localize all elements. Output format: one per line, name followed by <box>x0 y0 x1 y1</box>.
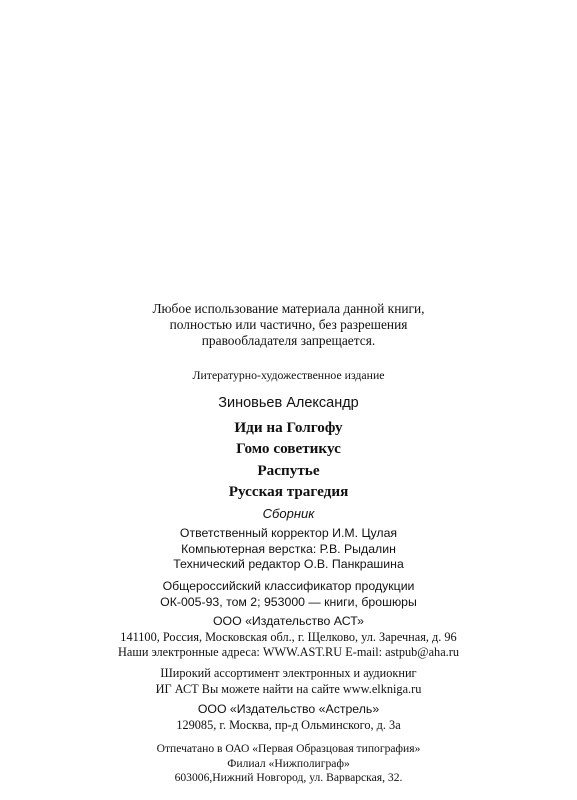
publisher-address: 141100, Россия, Московская обл., г. Щелково, ул. Заречная, д. 96 <box>120 629 457 644</box>
audio-books-line: Широкий ассортимент электронных и аудиокниг <box>160 666 417 680</box>
genre-label <box>0 506 577 522</box>
copyright-line: правообладателя запрещается. <box>201 333 376 348</box>
astrel-address: 129085, г. Москва, пр-д Ольминского, д. 3а <box>176 717 401 732</box>
classifier-block <box>0 579 577 610</box>
genre-text: Сборник <box>262 506 315 521</box>
publisher-contacts: Наши электронные адреса: WWW.AST.RU E-mail: astpub@aha.ru <box>118 645 459 659</box>
printer-branch: Филиал «Нижполиграф» <box>227 756 350 770</box>
publisher-name: ООО «Издательство АСТ» <box>212 614 365 628</box>
astrel-name: ООО «Издательство «Астрель» <box>197 702 380 716</box>
printer-name: Отпечатано в ОАО «Первая Образцовая типография» <box>156 742 421 755</box>
edition-type <box>0 368 577 382</box>
author-name <box>0 394 577 412</box>
copyright-notice <box>0 301 577 349</box>
credit-line: Ответственный корректор И.М. Цулая <box>179 526 398 540</box>
credits-block <box>0 526 577 573</box>
audio-books-line: ИГ АСТ Вы можете найти на сайте www.elkniga.ru <box>155 681 422 696</box>
astrel-block <box>0 702 577 733</box>
edition-type-text: Литературно-художественное издание <box>192 368 385 382</box>
printer-address: 603006,Нижний Новгород, ул. Варварская, 32. <box>174 771 403 784</box>
author-text: Зиновьев Александр <box>218 395 359 411</box>
book-title: Русская трагедия <box>228 482 349 500</box>
book-title: Иди на Голгофу <box>234 419 343 436</box>
copyright-line: полностью или частично, без разрешения <box>169 317 408 332</box>
credit-line: Компьютерная верстка: Р.В. Рыдалин <box>181 541 396 556</box>
classifier-line: Общероссийский классификатор продукции <box>162 579 415 593</box>
titles-list <box>0 417 577 502</box>
book-title: Распутье <box>257 461 320 479</box>
publisher-block <box>0 614 577 661</box>
printer-block <box>0 742 577 786</box>
classifier-line: ОК-005-93, том 2; 953000 — книги, брошюры <box>160 594 417 609</box>
copyright-line: Любое использование материала данной книги, <box>152 301 425 316</box>
credit-line: Технический редактор О.В. Панкрашина <box>173 557 404 571</box>
book-title: Гомо советикус <box>236 440 341 458</box>
audio-books-block <box>0 666 577 697</box>
